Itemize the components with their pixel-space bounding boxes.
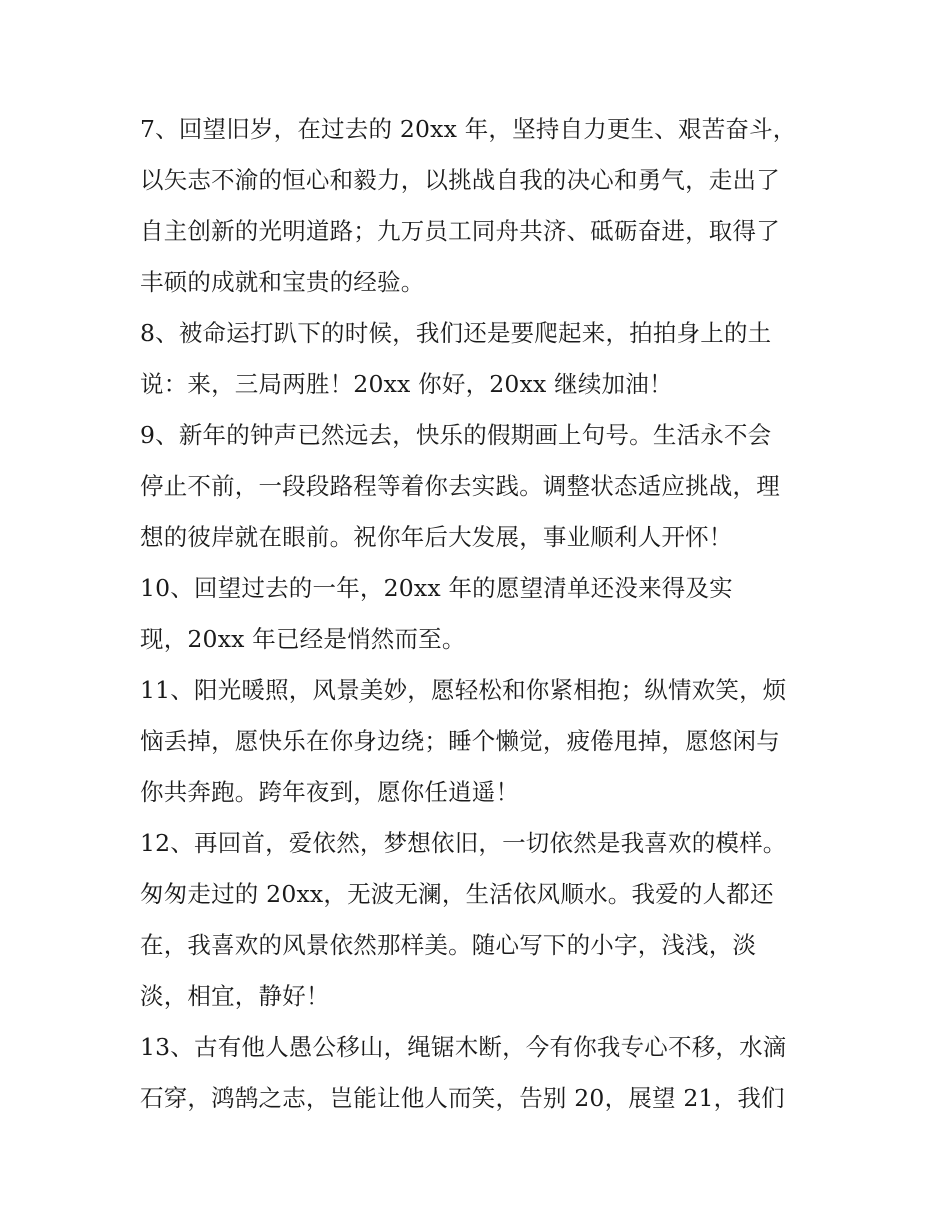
text-line: 恼丢掉，愿快乐在你身边绕；睡个懒觉，疲倦甩掉，愿悠闲与 (140, 727, 780, 755)
text-line: 想的彼岸就在眼前。祝你年后大发展，事业顺利人开怀！ (140, 523, 733, 551)
text-line: 7、回望旧岁，在过去的 20xx 年，坚持自力更生、艰苦奋斗， (140, 115, 797, 143)
text-line: 石穿，鸿鹄之志，岂能让他人而笑，告别 20，展望 21，我们 (140, 1084, 785, 1112)
text-line: 停止不前，一段段路程等着你去实践。调整状态适应挑战，理 (140, 472, 780, 500)
text-line: 8、被命运打趴下的时候，我们还是要爬起来，拍拍身上的土 (140, 319, 772, 347)
text-line: 在，我喜欢的风景依然那样美。随心写下的小字，浅浅，淡 (140, 931, 757, 959)
text-line: 9、新年的钟声已然远去，快乐的假期画上句号。生活永不会 (140, 421, 772, 449)
document-body (140, 104, 820, 1124)
text-line: 现，20xx 年已经是悄然而至。 (140, 625, 466, 653)
text-line: 你共奔跑。跨年夜到，愿你任逍遥！ (140, 778, 520, 806)
text-line: 13、古有他人愚公移山，绳锯木断，今有你我专心不移，水滴 (140, 1033, 787, 1061)
text-line: 丰硕的成就和宝贵的经验。 (140, 268, 425, 296)
text-line: 11、阳光暖照，风景美妙，愿轻松和你紧相抱；纵情欢笑，烦 (140, 676, 787, 704)
text-line: 自主创新的光明道路；九万员工同舟共济、砥砺奋进，取得了 (140, 217, 780, 245)
text-line: 匆匆走过的 20xx，无波无澜，生活依风顺水。我爱的人都还 (140, 880, 774, 908)
text-line: 淡，相宜，静好！ (140, 982, 330, 1010)
text-line: 12、再回首，爱依然，梦想依旧，一切依然是我喜欢的模样。 (140, 829, 787, 857)
text-line: 说：来，三局两胜！20xx 你好，20xx 继续加油！ (140, 370, 673, 398)
text-line: 以矢志不渝的恒心和毅力，以挑战自我的决心和勇气，走出了 (140, 166, 780, 194)
text-line: 10、回望过去的一年，20xx 年的愿望清单还没来得及实 (140, 574, 733, 602)
